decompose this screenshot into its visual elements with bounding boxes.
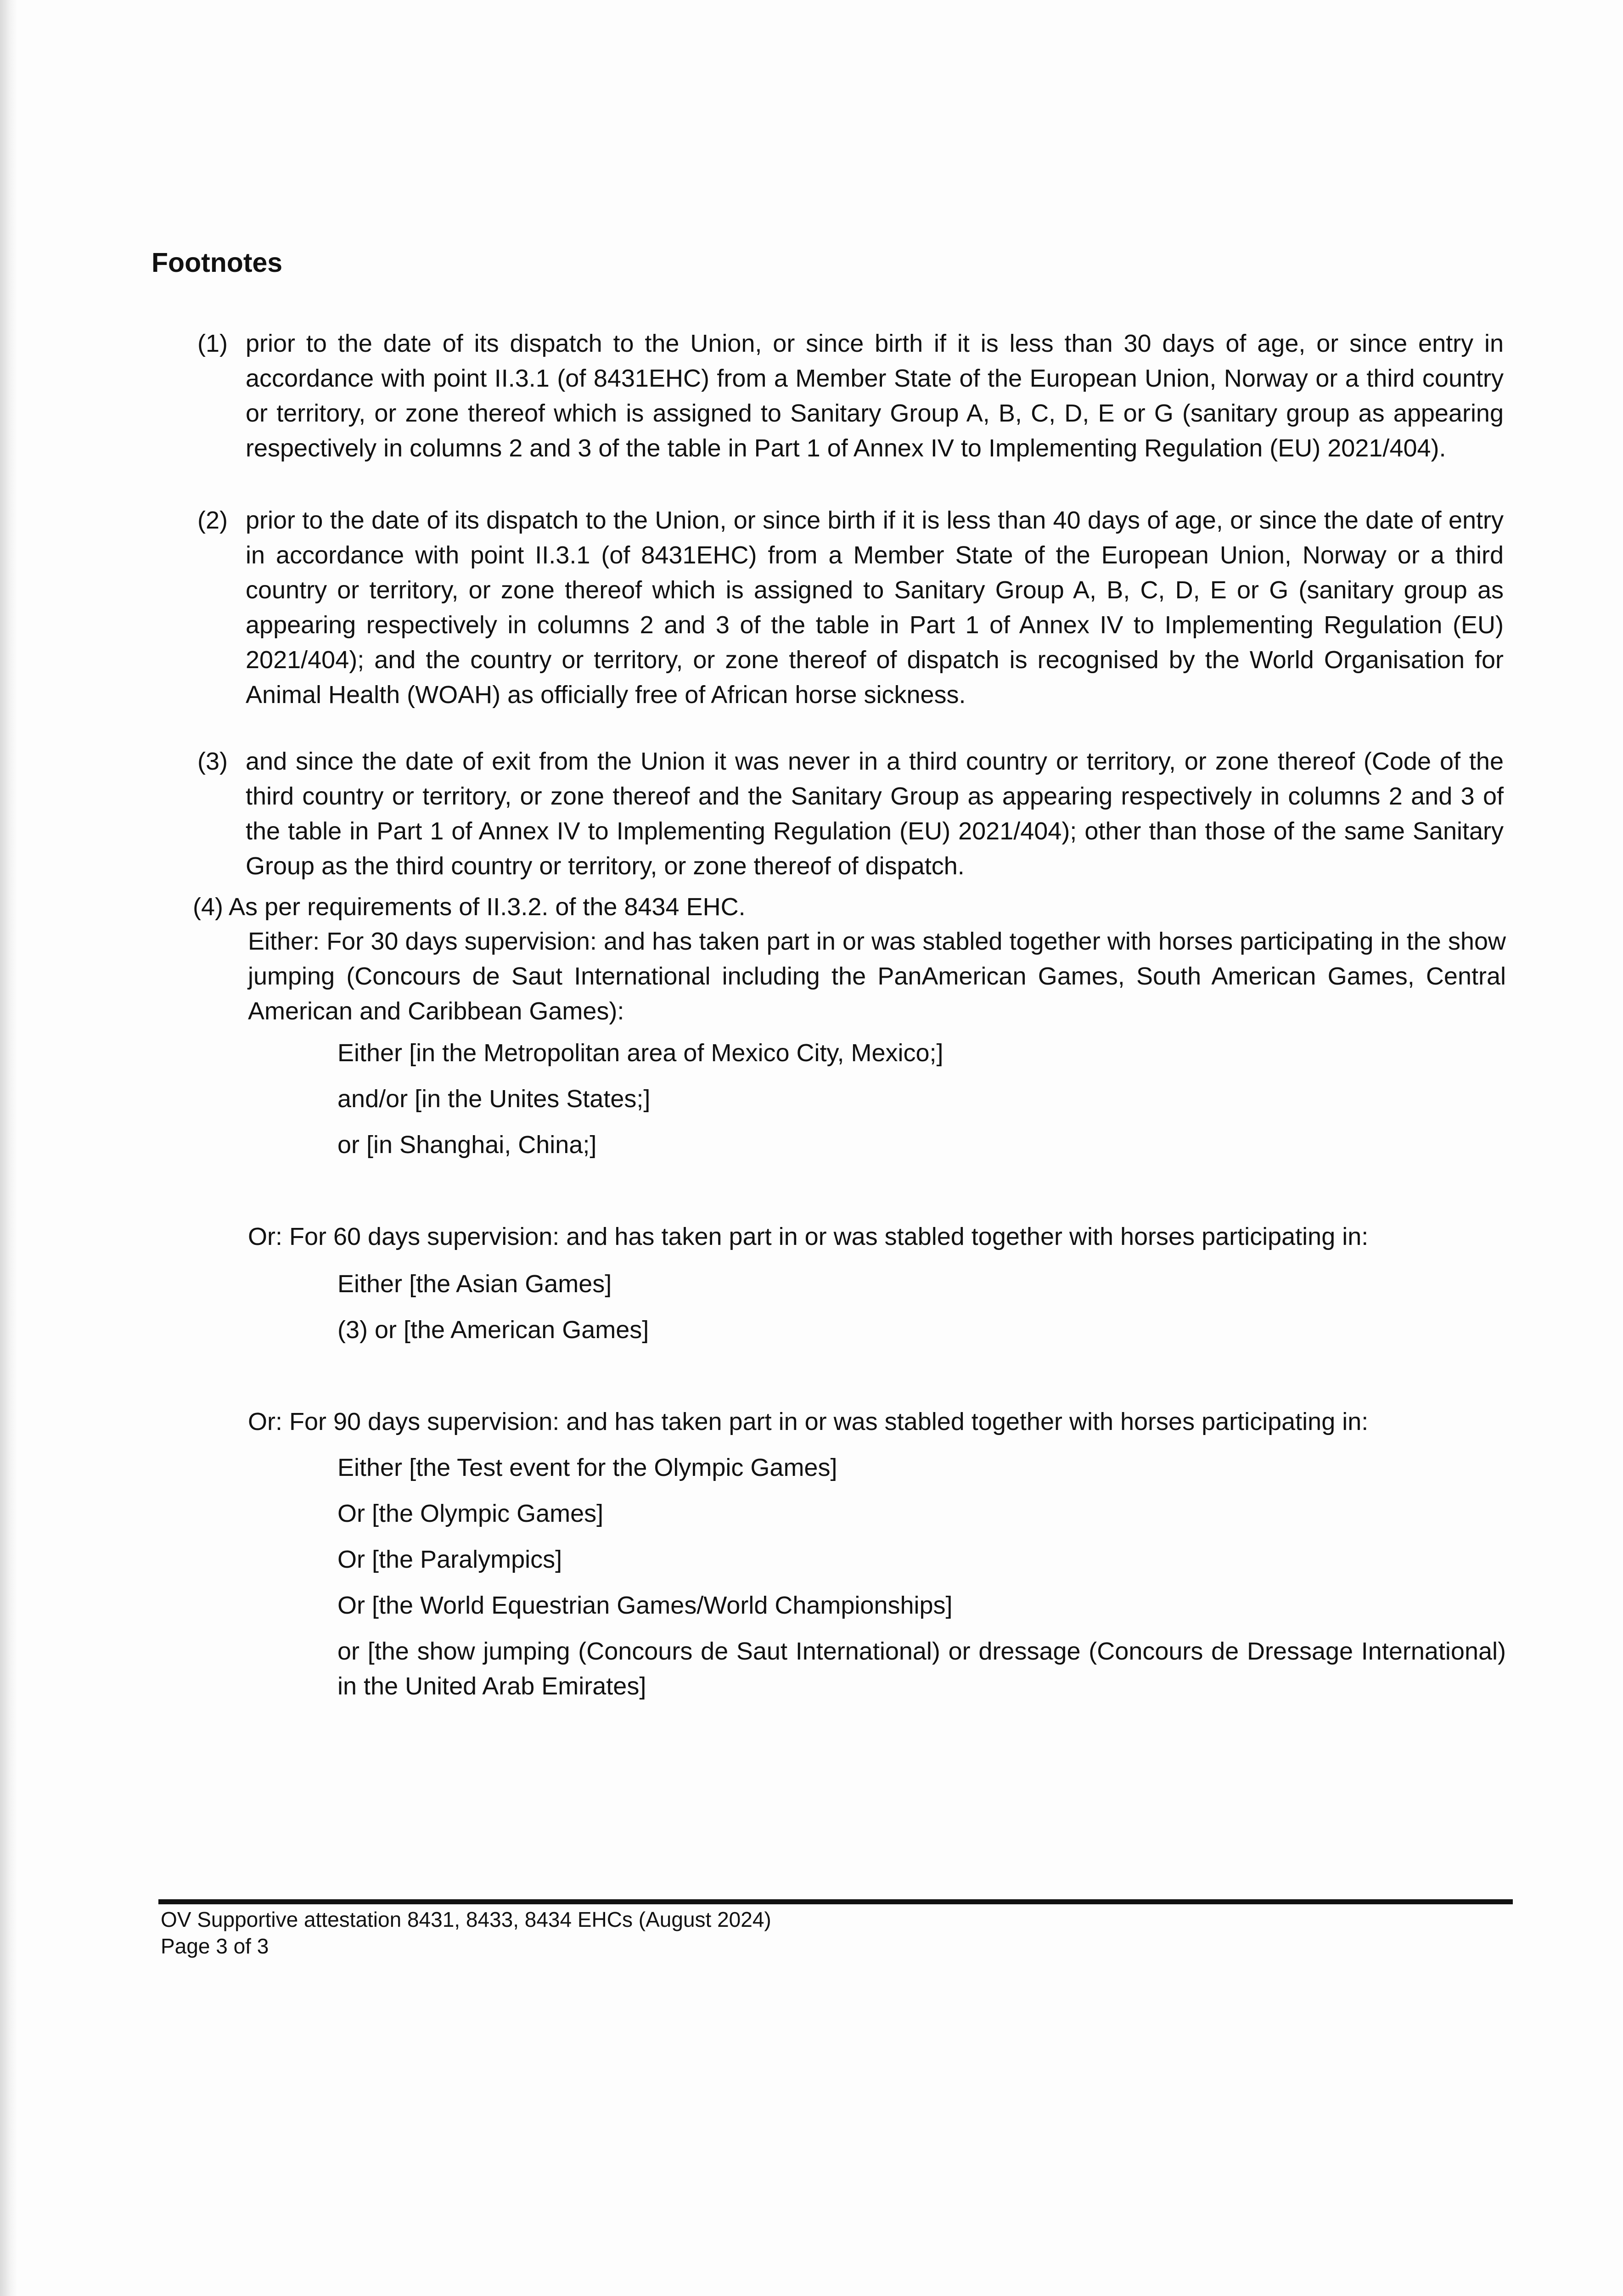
- footnote-number: (2): [197, 506, 228, 534]
- option-60-item: (3) or [the American Games]: [337, 1316, 649, 1344]
- footnote-number: (1): [197, 330, 228, 357]
- footer-page-number: Page 3 of 3: [161, 1934, 269, 1958]
- option-90-item: Or [the Paralympics]: [337, 1546, 562, 1573]
- option-60-days: Or: For 60 days supervision: and has taken part in or was stabled together with horses participating in:: [248, 1223, 1369, 1250]
- option-30-item: or [in Shanghai, China;]: [337, 1131, 597, 1159]
- option-30-days: Either: For 30 days supervision: and has taken part in or was stabled together with horses participating in the show jumping (Concours de Saut International including the PanAmerican Games, South American Games, Central American and Caribbean Games):: [248, 928, 1506, 1025]
- scan-edge: [0, 0, 17, 2296]
- footnotes-heading: Footnotes: [152, 248, 283, 278]
- footnote-3: [197, 744, 1506, 882]
- option-90-item: Either [the Test event for the Olympic Games]: [337, 1454, 837, 1481]
- option-60-item: Either [the Asian Games]: [337, 1270, 612, 1298]
- footnote-text: prior to the date of its dispatch to the Union, or since birth if it is less than 30 days of age, or since entry in accordance with point II.3.1 (of 8431EHC) from a Member State of the European Union, Norway or a third country or territory, or zone thereof which is assigned to Sanitary Group A, B, C, D, E or G (sanitary group as appearing respectively in columns 2 and 3 of the table in Part 1 of Annex IV to Implementing Regulation (EU) 2021/404).: [246, 330, 1504, 462]
- footnote-2: [197, 503, 1506, 742]
- footnote-text: and since the date of exit from the Union it was never in a third country or territory, or zone thereof (Code of the third country or territory, or zone thereof and the Sanitary Group as appearing respectively in columns 2 and 3 of the table in Part 1 of Annex IV to Implementing Regulation (EU) 2021/404); other than those of the same Sanitary Group as the third country or territory, or zone thereof of dispatch.: [246, 748, 1504, 880]
- option-90-days: Or: For 90 days supervision: and has taken part in or was stabled together with horses participating in:: [248, 1408, 1369, 1435]
- footer-rule: [158, 1899, 1513, 1904]
- footnote-1: [197, 326, 1506, 501]
- option-30-item: Either [in the Metropolitan area of Mexico City, Mexico;]: [337, 1039, 943, 1067]
- footnote-text: prior to the date of its dispatch to the Union, or since birth if it is less than 40 days of age, or since the date of entry in accordance with point II.3.1 (of 8431EHC) from a Member State of the European Union, Norway or a third country or territory, or zone thereof which is assigned to Sanitary Group A, B, C, D, E or G (sanitary group as appearing respectively in columns 2 and 3 of the table in Part 1 of Annex IV to Implementing Regulation (EU) 2021/404); and the country or territory, or zone thereof of dispatch is recognised by the World Organisation for Animal Health (WOAH) as officially free of African horse sickness.: [246, 506, 1504, 709]
- option-90-item: Or [the World Equestrian Games/World Championships]: [337, 1592, 953, 1619]
- option-90-item: or [the show jumping (Concours de Saut International) or dressage (Concours de Dressage International) in the United Arab Emirates]: [337, 1638, 1506, 1700]
- footer-title: OV Supportive attestation 8431, 8433, 8434 EHCs (August 2024): [161, 1908, 771, 1931]
- footnote-4-intro: (4) As per requirements of II.3.2. of the 8434 EHC.: [193, 893, 746, 921]
- option-30-item: and/or [in the Unites States;]: [337, 1085, 651, 1113]
- option-90-item: Or [the Olympic Games]: [337, 1500, 604, 1527]
- footnote-number: (3): [197, 748, 228, 775]
